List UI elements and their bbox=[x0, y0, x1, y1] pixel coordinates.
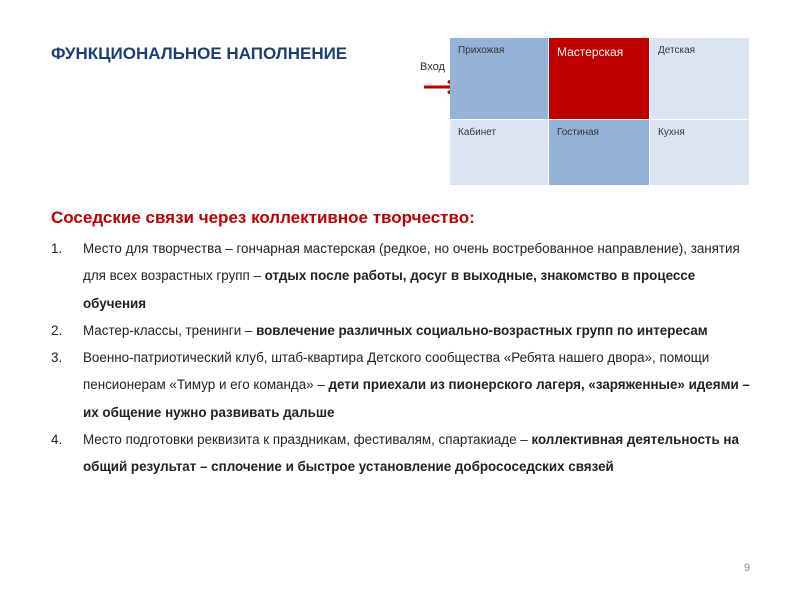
floorplan-grid bbox=[450, 37, 750, 186]
list-item bbox=[51, 317, 751, 344]
item-text: Мастер-классы, тренинги – bbox=[83, 322, 257, 338]
room-kitchen: Кухня bbox=[650, 120, 750, 186]
item-emphasis: отдых после работы, досуг в выходные, знакомство в процессе обучения bbox=[83, 268, 696, 311]
item-text: Военно-патриотический клуб, штаб-квартира Детского сообщества «Ребята нашего двора», помощи пенсионерам «Тимур и его команда» – bbox=[83, 350, 710, 393]
item-number: 4. bbox=[51, 432, 63, 448]
item-emphasis: коллективная деятельность на общий результат – сплочение и быстрое установление добрососедских связей bbox=[83, 432, 739, 475]
slide-title: ФУНКЦИОНАЛЬНОЕ НАПОЛНЕНИЕ bbox=[51, 44, 348, 63]
item-emphasis: вовлечение различных социально-возрастных групп по интересам bbox=[256, 322, 708, 338]
item-number: 2. bbox=[51, 322, 63, 338]
items-list bbox=[51, 235, 751, 481]
room-living: Гостиная bbox=[549, 120, 650, 186]
list-item bbox=[51, 426, 751, 481]
page-number: 9 bbox=[744, 562, 751, 574]
item-text: Место подготовки реквизита к праздникам, фестивалям, спартакиаде – bbox=[83, 432, 532, 448]
item-number: 3. bbox=[51, 350, 63, 366]
item-text: Место для творчества – гончарная мастерская (редкое, но очень востребованное направление), занятия для всех возрастных групп – bbox=[83, 241, 740, 284]
item-number: 1. bbox=[51, 241, 63, 256]
room-workshop: Мастерская bbox=[549, 38, 650, 120]
section-heading: Соседские связи через коллективное творчество: bbox=[51, 208, 475, 227]
room-hallway: Прихожая bbox=[450, 38, 549, 120]
list-item bbox=[51, 344, 751, 426]
entrance-label: Вход bbox=[420, 61, 445, 73]
item-emphasis: дети приехали из пионерского лагеря, «заряженные» идеями – их общение нужно развивать дальше bbox=[83, 377, 750, 420]
room-study: Кабинет bbox=[450, 120, 549, 186]
room-kids: Детская bbox=[650, 38, 750, 120]
list-item bbox=[51, 235, 751, 317]
